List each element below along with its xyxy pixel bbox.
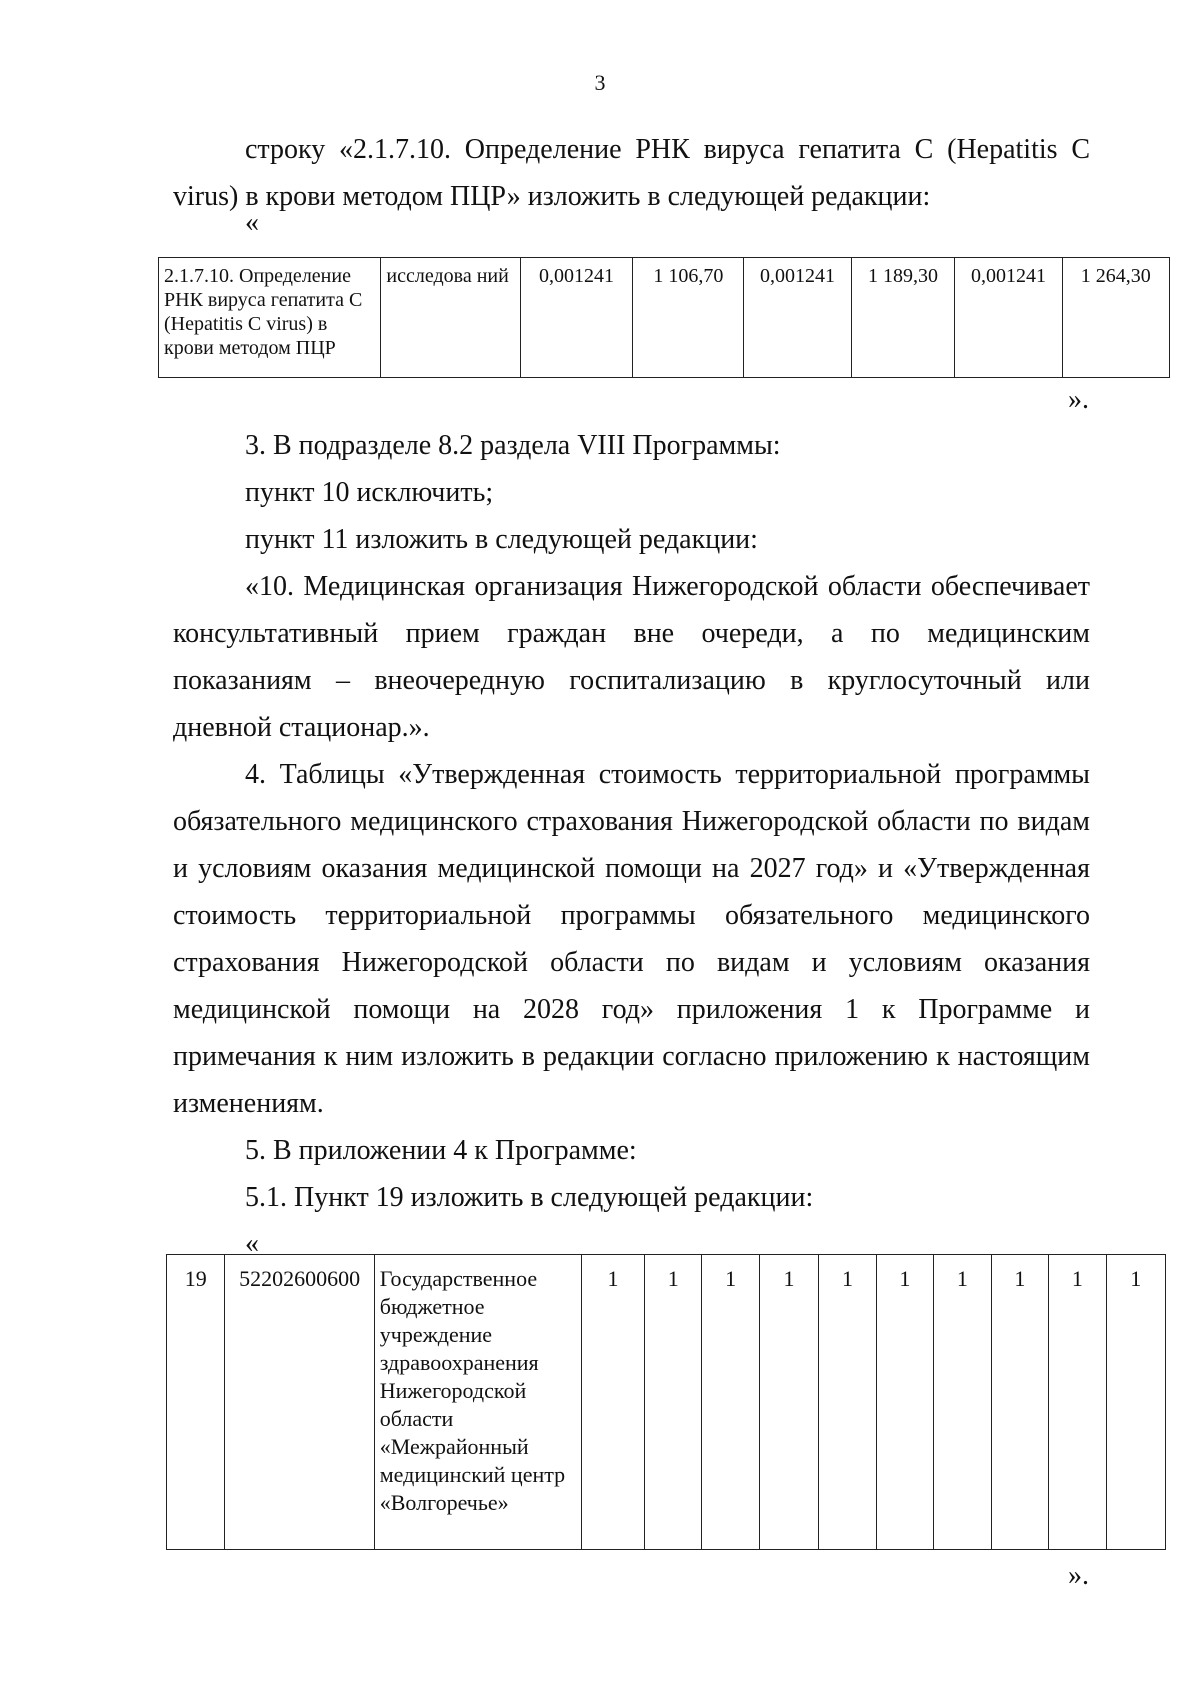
value-cell: 1 — [759, 1255, 818, 1550]
organization-name-cell: Государственное бюджетное учреждение здравоохранения Нижегородской области «Межрайонный медицинский центр «Волгоречье» — [374, 1255, 581, 1550]
item-5-heading: 5. В приложении 4 к Программе: — [245, 1135, 637, 1166]
table-row — [159, 258, 1170, 378]
item-5-1-heading: 5.1. Пункт 19 изложить в следующей редакции: — [245, 1182, 814, 1213]
value-cell: 1 — [644, 1255, 701, 1550]
item-3-new-text: «10. Медицинская организация Нижегородской области обеспечивает консультативный прием граждан вне очереди, а по медицинским показаниям – внеочередную госпитализацию в круглосуточный или дневной стационар.». — [173, 571, 1090, 743]
quote-open: « — [245, 207, 259, 238]
value-cell: 0,001241 — [520, 258, 633, 378]
intro-block — [173, 126, 1090, 220]
table-hepatitis — [158, 257, 1170, 378]
value-cell: 0,001241 — [744, 258, 851, 378]
code-cell: 52202600600 — [225, 1255, 374, 1550]
main-text — [173, 422, 1090, 1221]
quote-open: « — [245, 1228, 259, 1259]
page-number: 3 — [594, 70, 606, 95]
quote-close: ». — [1068, 384, 1089, 415]
service-name-cell: 2.1.7.10. Определение РНК вируса гепатита C (Hepatitis C virus) в крови методом ПЦР — [159, 258, 381, 378]
value-cell: 1 — [582, 1255, 645, 1550]
quote-close: ». — [1068, 1560, 1089, 1591]
table-item-19 — [166, 1254, 1166, 1550]
value-cell: 1 — [702, 1255, 759, 1550]
row-number-cell: 19 — [167, 1255, 225, 1550]
item-3-point-10: пункт 10 исключить; — [245, 477, 494, 508]
value-cell: 1 — [1049, 1255, 1106, 1550]
value-cell: 1 — [876, 1255, 933, 1550]
unit-cell: исследова ний — [381, 258, 520, 378]
value-cell: 1 — [934, 1255, 991, 1550]
item-3-heading: 3. В подразделе 8.2 раздела VIII Программы: — [245, 430, 781, 461]
intro-paragraph: строку «2.1.7.10. Определение РНК вируса гепатита C (Hepatitis C virus) в крови методом ПЦР» изложить в следующей редакции: — [173, 134, 1090, 212]
table-row — [167, 1255, 1166, 1550]
value-cell: 1 — [819, 1255, 876, 1550]
value-cell: 0,001241 — [955, 258, 1062, 378]
value-cell: 1 189,30 — [851, 258, 955, 378]
item-4-paragraph: 4. Таблицы «Утвержденная стоимость территориальной программы обязательного медицинского страхования Нижегородской области по видам и условиям оказания медицинской помощи на 2027 год» и «Утвержденная стоимость территориальной программы обязательного медицинского страхования Нижегородской области по видам и условиям оказания медицинской помощи на 2028 год» приложения 1 к Программе и примечания к ним изложить в редакции согласно приложению к настоящим изменениям. — [173, 759, 1090, 1119]
value-cell: 1 106,70 — [633, 258, 744, 378]
item-3-point-11: пункт 11 изложить в следующей редакции: — [245, 524, 758, 555]
value-cell: 1 — [1106, 1255, 1165, 1550]
value-cell: 1 264,30 — [1062, 258, 1169, 378]
value-cell: 1 — [991, 1255, 1048, 1550]
